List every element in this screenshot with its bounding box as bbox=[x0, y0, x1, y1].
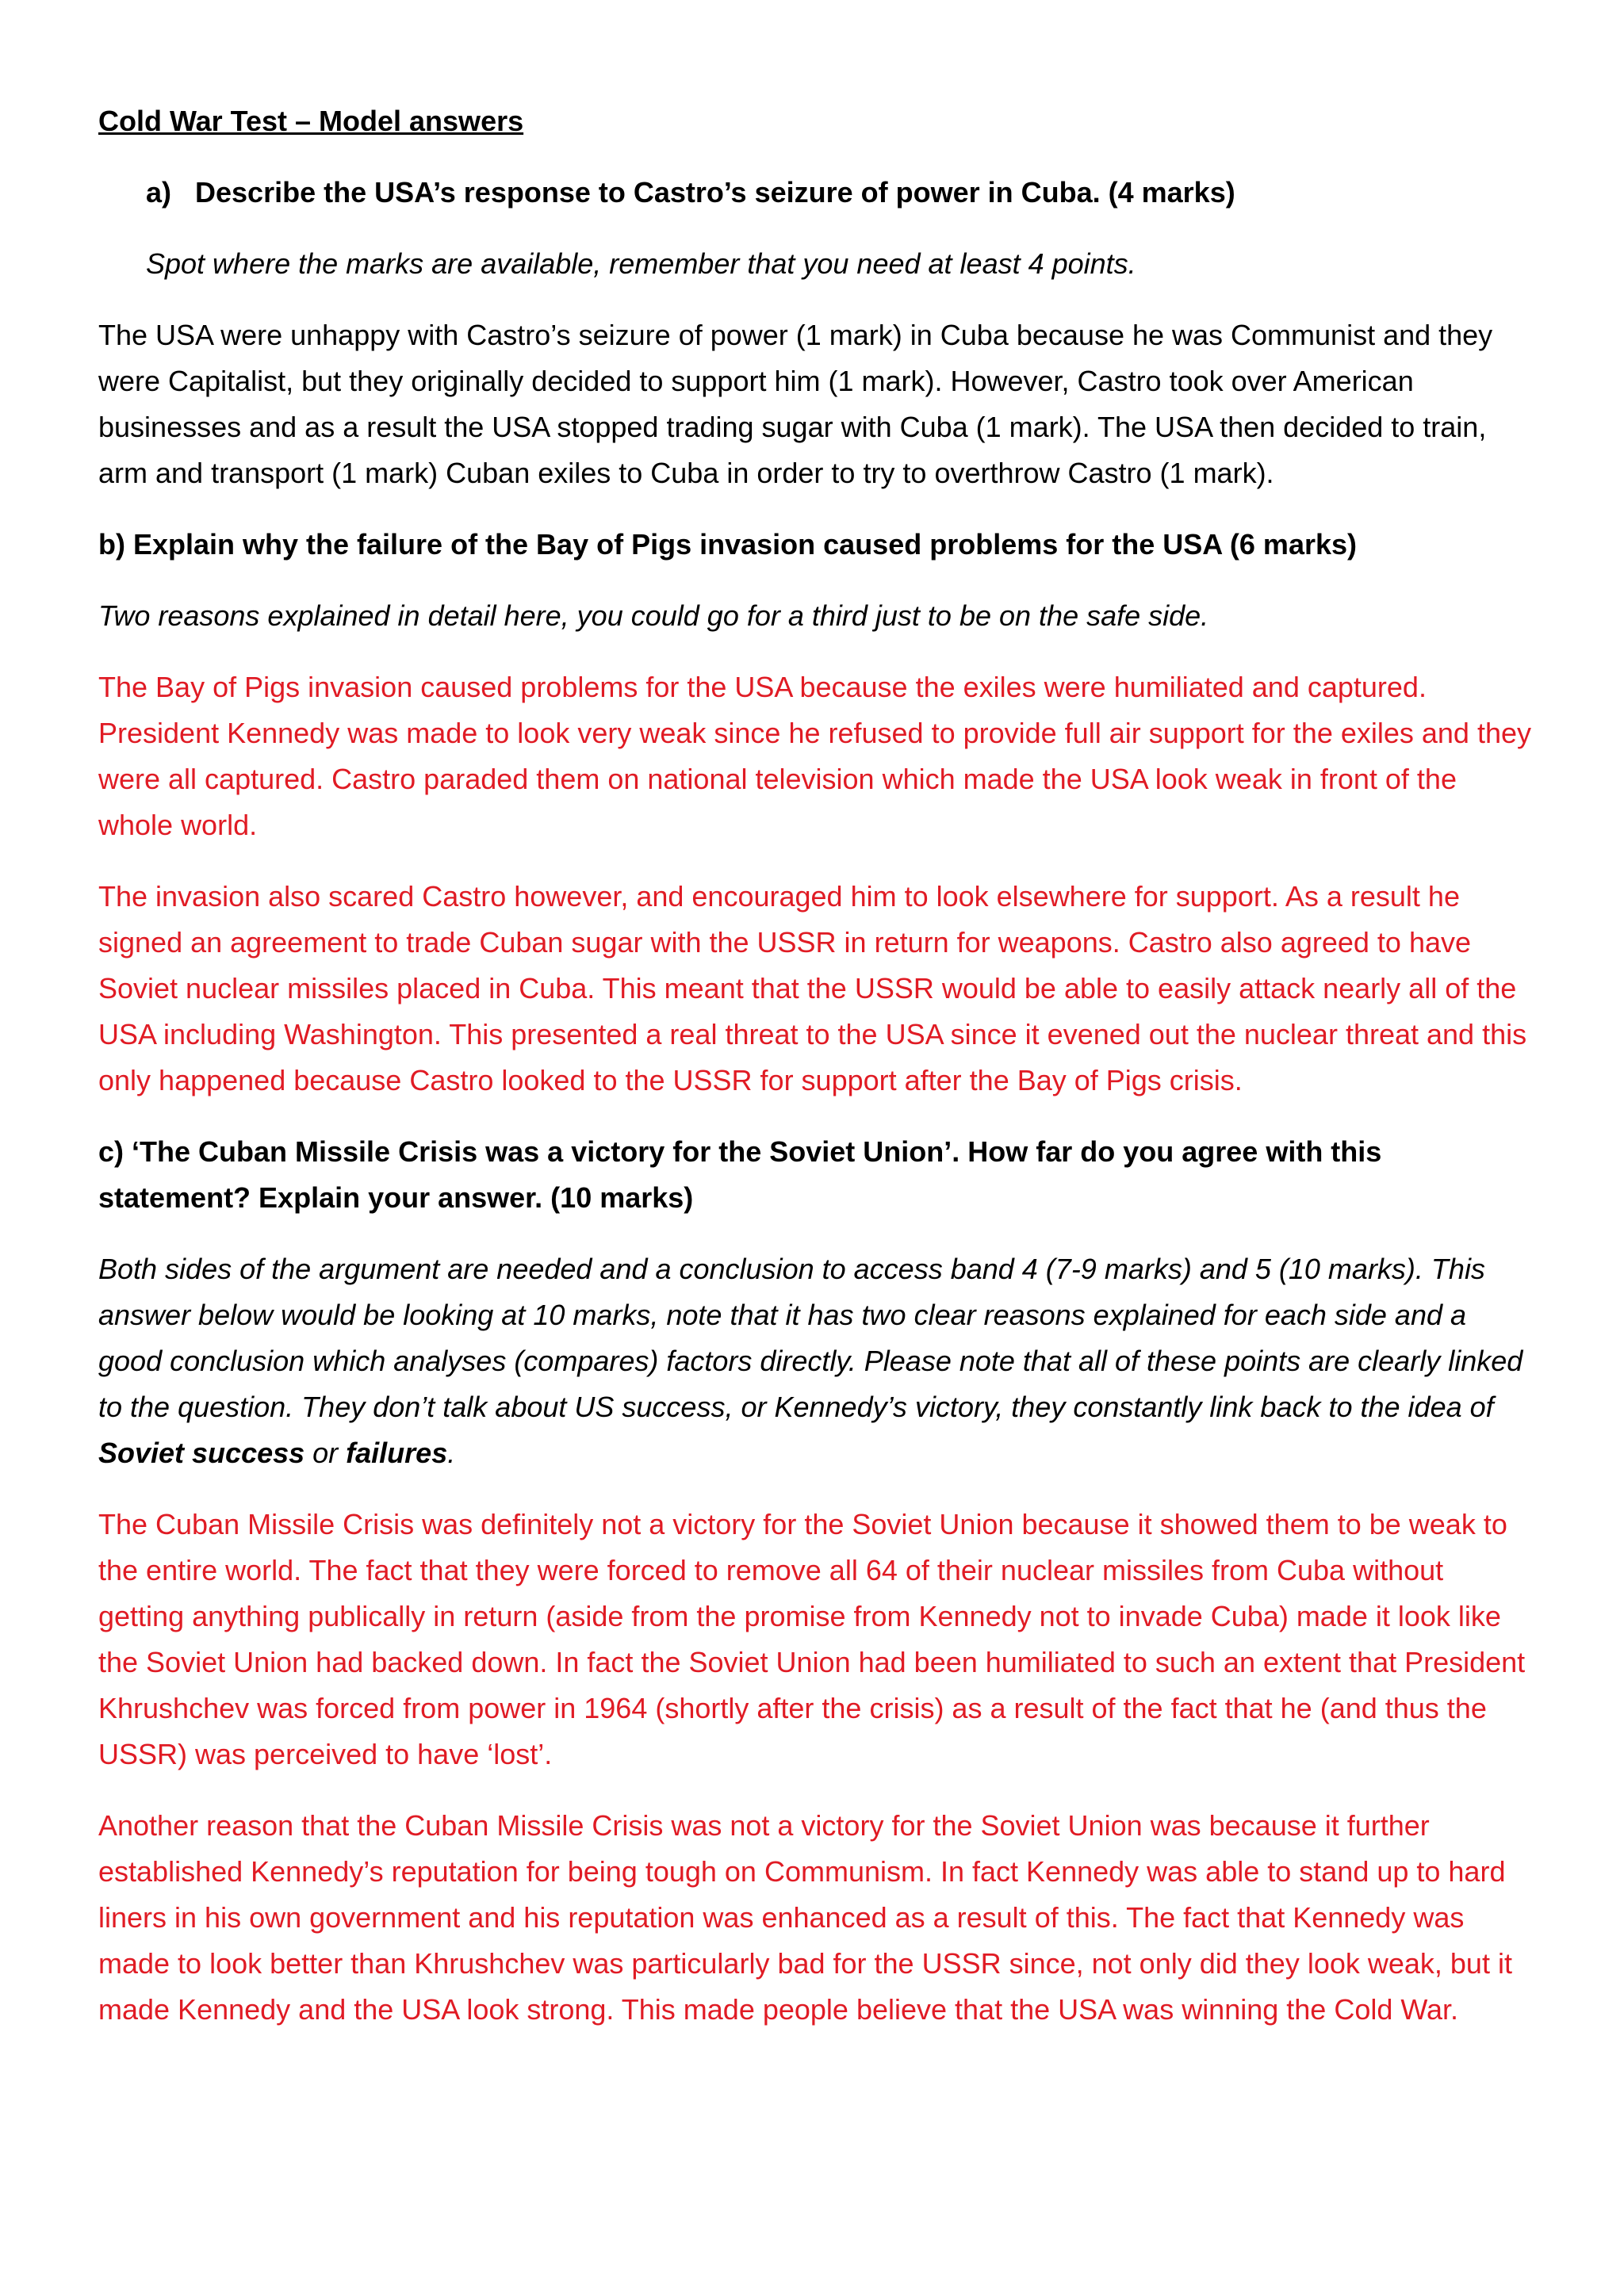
question-c-answer-1: The Cuban Missile Crisis was definitely not a victory for the Soviet Union because it showed them to be weak to the entire world. The fact that they were forced to remove all 64 of their nuclear missiles from Cuba without getting anything publically in return (aside from the promise from Kennedy not to invade Cuba) made it look like the Soviet Union had backed down. In fact the Soviet Union had been humiliated to such an extent that President Khrushchev was forced from power in 1964 (shortly after the crisis) as a result of the fact that he (and thus the USSR) was perceived to have ‘lost’. bbox=[98, 1508, 1526, 1770]
question-b-answer-1: The Bay of Pigs invasion caused problems for the USA because the exiles were humiliated and captured. President Kennedy was made to look very weak since he refused to provide full air support for the exiles and they were all captured. Castro paraded them on national television which made the USA look weak in front of the whole world. bbox=[98, 671, 1531, 841]
question-c-note-emphasis-failures: failures bbox=[346, 1437, 448, 1469]
question-a-heading bbox=[146, 170, 1534, 216]
document-page bbox=[98, 98, 1534, 2058]
question-b-heading: b) Explain why the failure of the Bay of Pigs invasion caused problems for the USA (6 marks) bbox=[98, 528, 1358, 561]
question-c-note-end: . bbox=[447, 1437, 456, 1469]
question-b-note: Two reasons explained in detail here, you could go for a third just to be on the safe side. bbox=[98, 599, 1209, 632]
question-c-note-text: Both sides of the argument are needed and a conclusion to access band 4 (7-9 marks) and 5 (10 marks). This answer below would be looking at 10 marks, note that it has two clear reasons explained for each side and a good conclusion which analyses (compares) factors directly. Please note that all of these points are clearly linked to the question. They don’t talk about US success, or Kennedy’s victory, they constantly link back to the idea of bbox=[98, 1253, 1523, 1423]
question-a-text: Describe the USA’s response to Castro’s seizure of power in Cuba. (4 marks) bbox=[195, 176, 1235, 209]
document-title: Cold War Test – Model answers bbox=[98, 105, 524, 137]
question-c-note bbox=[98, 1246, 1534, 1476]
question-b-answer-2: The invasion also scared Castro however, and encouraged him to look elsewhere for support. As a result he signed an agreement to trade Cuban sugar with the USSR in return for weapons. Castro also agreed to have Soviet nuclear missiles placed in Cuba. This meant that the USSR would be able to easily attack nearly all of the USA including Washington. This presented a real threat to the USA since it evened out the nuclear threat and this only happened because Castro looked to the USSR for support after the Bay of Pigs crisis. bbox=[98, 880, 1527, 1096]
question-c-answer-2: Another reason that the Cuban Missile Crisis was not a victory for the Soviet Union was because it further established Kennedy’s reputation for being tough on Communism. In fact Kennedy was able to stand up to hard liners in his own government and his reputation was enhanced as a result of this. The fact that Kennedy was made to look better than Khrushchev was particularly bad for the USSR since, not only did they look weak, but it made Kennedy and the USA look strong. This made people believe that the USA was winning the Cold War. bbox=[98, 1809, 1512, 2026]
question-c-note-or: or bbox=[304, 1437, 347, 1469]
question-a-note: Spot where the marks are available, remember that you need at least 4 points. bbox=[146, 247, 1136, 280]
question-a-answer: The USA were unhappy with Castro’s seizure of power (1 mark) in Cuba because he was Communist and they were Capitalist, but they originally decided to support him (1 mark). However, Castro took over American businesses and as a result the USA stopped trading sugar with Cuba (1 mark). The USA then decided to train, arm and transport (1 mark) Cuban exiles to Cuba in order to try to overthrow Castro (1 mark). bbox=[98, 319, 1493, 489]
question-c-heading: c) ‘The Cuban Missile Crisis was a victory for the Soviet Union’. How far do you agree with this statement? Explain your answer. (10 marks) bbox=[98, 1135, 1382, 1214]
question-a-number: a) bbox=[146, 176, 172, 209]
question-c-note-emphasis-success: Soviet success bbox=[98, 1437, 305, 1469]
